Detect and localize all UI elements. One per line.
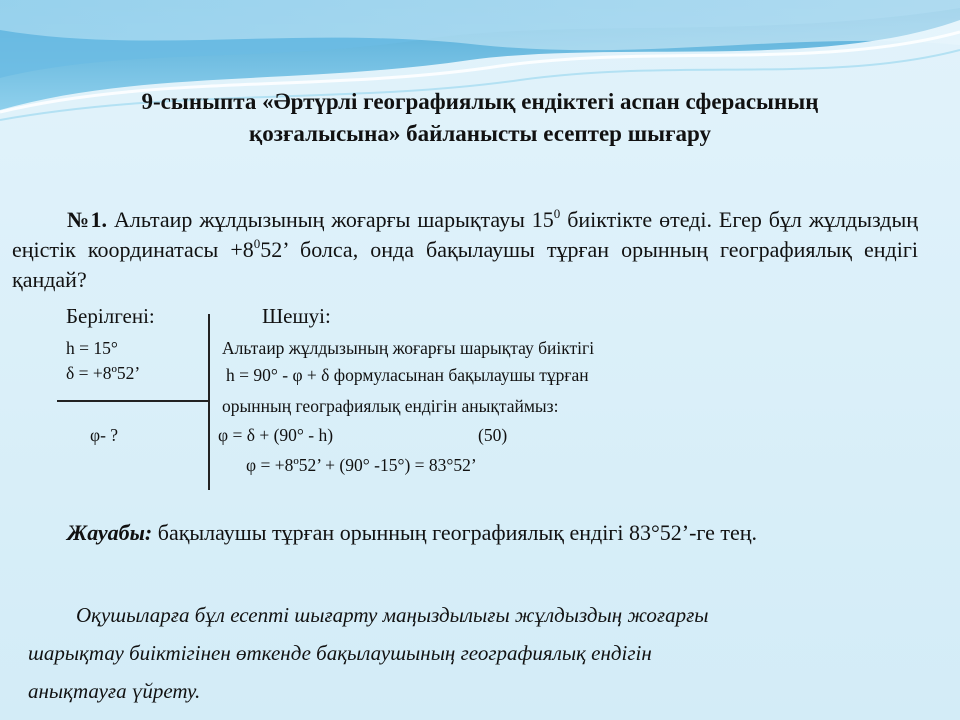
solution-label: Шешуі: — [262, 304, 331, 328]
problem-text-c: 52’ болса, онда бақылаушы тұрған орынның географиялық ендігі қандай? — [12, 237, 918, 292]
answer-label: Жауабы: — [67, 520, 153, 545]
given-h: h = 15° — [66, 338, 118, 358]
solution-line-3: орынның географиялық ендігін анықтаймыз: — [222, 396, 559, 416]
given-phi: φ- ? — [90, 425, 119, 445]
title-line-1: 9-сыныпта «Әртүрлі географиялық ендіктегі аспан сферасының — [141, 89, 819, 114]
note-line-2: шарықтау биіктігінен өткенде бақылаушының географиялық ендігін — [28, 641, 652, 665]
table-horizontal-divider — [57, 400, 208, 402]
degree-sup-a: 0 — [553, 206, 561, 221]
solution-line-1: Альтаир жұлдызының жоғарғы шарықтау биіктігі — [222, 338, 595, 358]
degree-sup-b: 0 — [253, 236, 261, 251]
table-vertical-divider — [208, 314, 210, 490]
answer-text: бақылаушы тұрған орынның географиялық ендігі 83°52’-ге тең. — [152, 520, 758, 545]
note-line-1: Оқушыларға бұл есепті шығарту маңыздылығы жұлдыздың жоғарғы — [76, 603, 709, 627]
problem-text-b: биіктікте өтеді. Егер бұл жұлдыздың еңістік координатасы +8 — [12, 207, 919, 262]
problem-number: №1. — [67, 207, 108, 232]
teacher-note — [28, 596, 898, 710]
problem-text-a: Альтаир жұлдызының жоғарғы шарықтауы 15 — [113, 207, 554, 232]
given-label: Берілгені: — [66, 304, 155, 328]
solution-line-5: φ = +8º52’ + (90° -15°) = 83°52’ — [246, 455, 477, 475]
solution-line-4: φ = δ + (90° - h) — [218, 425, 334, 445]
note-line-3: анықтауға үйрету. — [28, 679, 201, 703]
given-delta: δ = +8º52’ — [66, 363, 141, 383]
solution-line-4-ref: (50) — [478, 425, 508, 445]
page-title — [40, 86, 920, 150]
title-line-2: қозғалысына» байланысты есептер шығару — [248, 121, 712, 146]
solution-line-2: h = 90° - φ + δ формуласынан бақылаушы тұрған — [226, 365, 589, 385]
answer-block — [12, 518, 918, 548]
problem-statement — [12, 205, 918, 295]
